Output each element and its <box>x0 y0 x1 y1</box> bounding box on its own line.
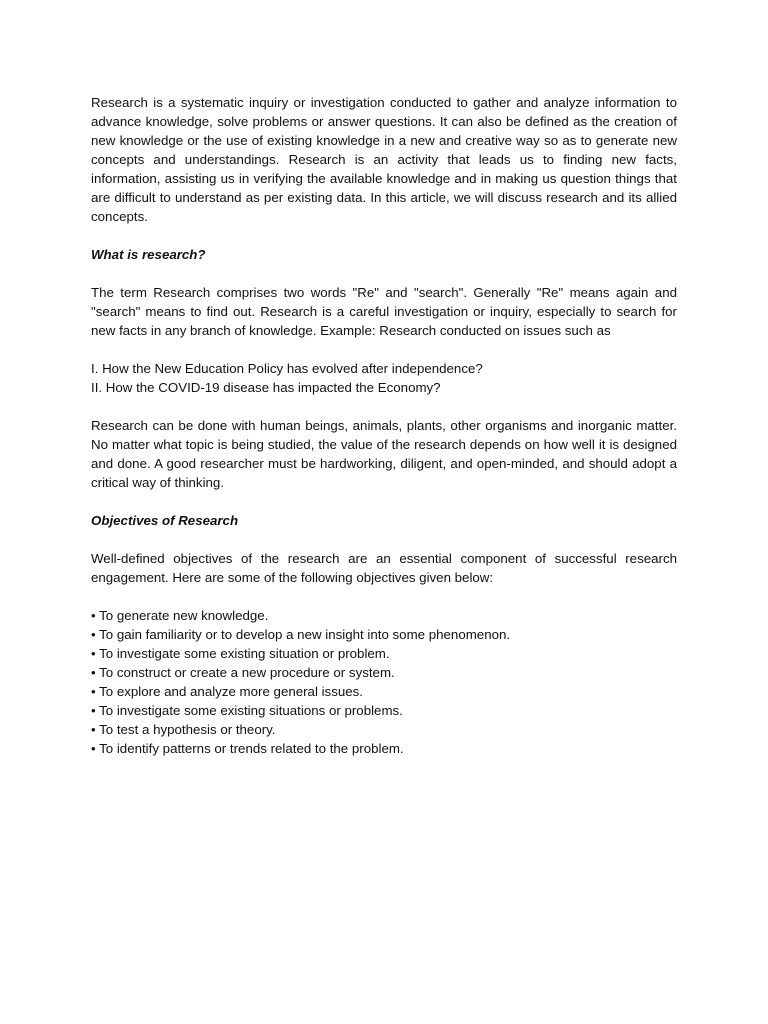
spacer <box>91 530 677 549</box>
objective-item: • To identify patterns or trends related to the problem. <box>91 741 404 756</box>
example-item: I. How the New Education Policy has evolved after independence? <box>91 361 483 376</box>
objectives-list <box>91 606 677 758</box>
objectives-intro-paragraph: Well-defined objectives of the research are an essential component of successful research engagement. Here are some of the following objectives given below: <box>91 551 677 585</box>
spacer <box>91 587 677 606</box>
objective-item: • To test a hypothesis or theory. <box>91 722 276 737</box>
section-heading-objectives: Objectives of Research <box>91 513 239 528</box>
scope-paragraph: Research can be done with human beings, animals, plants, other organisms and inorganic matter. No matter what topic is being studied, the value of the research depends on how well it is designed and done. A good researcher must be hardworking, diligent, and open-minded, and should adopt a critical way of thinking. <box>91 418 677 490</box>
definition-paragraph: The term Research comprises two words "Re" and "search". Generally "Re" means again and "search" means to find out. Research is a careful investigation or inquiry, especially to search for new facts in any branch of knowledge. Example: Research conducted on issues such as <box>91 285 677 338</box>
objective-item: • To explore and analyze more general issues. <box>91 684 363 699</box>
spacer <box>91 264 677 283</box>
spacer <box>91 340 677 359</box>
section-heading-what-is-research: What is research? <box>91 247 206 262</box>
spacer <box>91 397 677 416</box>
objective-item: • To investigate some existing situations or problems. <box>91 703 403 718</box>
objective-item: • To gain familiarity or to develop a new insight into some phenomenon. <box>91 627 511 642</box>
objective-item: • To generate new knowledge. <box>91 608 269 623</box>
spacer <box>91 226 677 245</box>
intro-paragraph: Research is a systematic inquiry or investigation conducted to gather and analyze information to advance knowledge, solve problems or answer questions. It can also be defined as the creation of new knowledge or the use of existing knowledge in a new and creative way so as to generate new concepts and understandings. Research is an activity that leads us to finding new facts, information, assisting us in verifying the available knowledge and in making us question things that are difficult to understand as per existing data. In this article, we will discuss research and its allied concepts. <box>91 95 677 224</box>
objective-item: • To construct or create a new procedure or system. <box>91 665 395 680</box>
objective-item: • To investigate some existing situation or problem. <box>91 646 390 661</box>
example-item: II. How the COVID-19 disease has impacted the Economy? <box>91 380 441 395</box>
spacer <box>91 492 677 511</box>
